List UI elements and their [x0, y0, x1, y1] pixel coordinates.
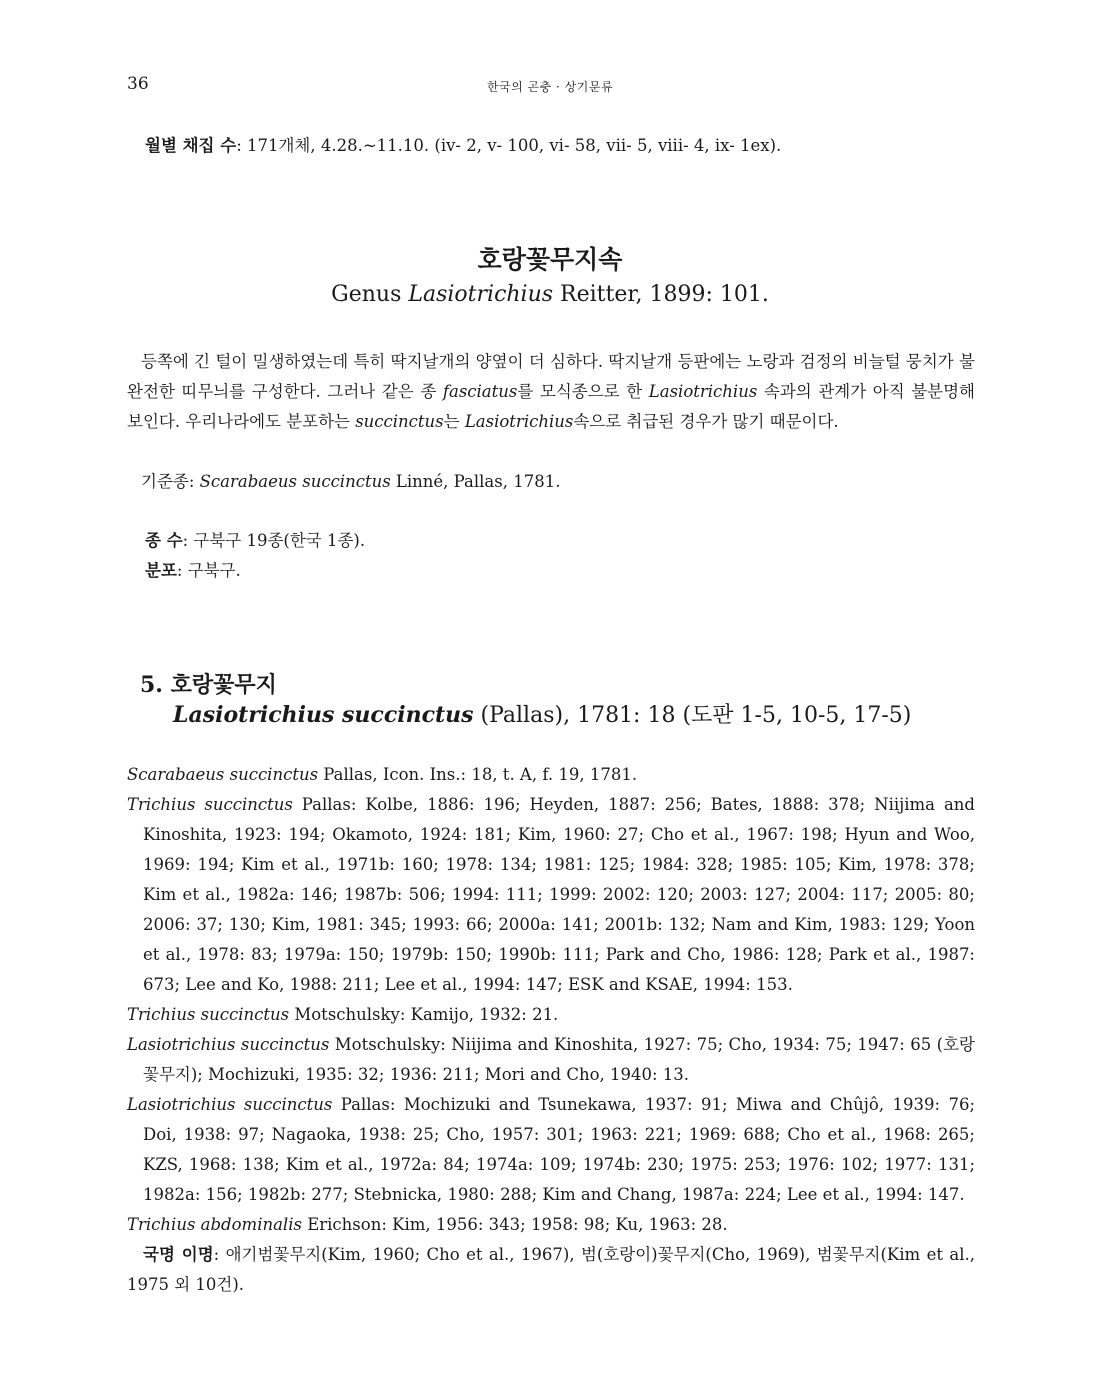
monthly-collection-label: 월별 채집 수 [145, 136, 237, 155]
distribution [145, 556, 993, 586]
type-species-name: Scarabaeus succinctus [199, 472, 391, 491]
running-head: 한국의 곤충 · 상기문류 [486, 80, 614, 94]
synonymy-entry [127, 1090, 975, 1210]
monthly-collection [145, 131, 993, 161]
page-number: 36 [127, 74, 149, 94]
description-text-5: 속으로 취급된 경우가 많기 때문이다. [573, 412, 839, 431]
genus-author: Reitter, 1899: 101. [553, 282, 769, 307]
species-scientific-heading [173, 698, 911, 729]
genus-name: Lasiotrichius [408, 282, 554, 307]
synonymy-entry [127, 1030, 975, 1090]
description-text-2: 를 모식종으로 한 [517, 382, 649, 401]
korean-name-synonyms-text: : 애기범꽃무지(Kim, 1960; Cho et al., 1967), 범(호랑이)꽃무지(Cho, 1969), 범꽃무지(Kim et al., 1975 외 10건). [127, 1245, 975, 1294]
synonym-taxon: Lasiotrichius succinctus [127, 1035, 330, 1054]
description-italic-3: succinctus [355, 412, 444, 431]
synonymy-entry [127, 760, 975, 790]
synonymy-entry [127, 1210, 975, 1240]
description-text-4: 는 [443, 412, 465, 431]
species-count [145, 526, 993, 556]
synonymy-list [127, 760, 975, 1300]
synonym-citations: Pallas: Kolbe, 1886: 196; Heyden, 1887: 256; Bates, 1888: 378; Niijima and Kinoshita, 1923: 194; Okamoto, 1924: 181; Kim, 1960: 27; Cho et al., 1967: 198; Hyun and Woo, 1969: 194; Kim et al., 1971b: 160; 1978: 134; 1981: 125; 1984: 328; 1985: 105; Kim, 1978: 378; Kim et al., 1982a: 146; 1987b: 506; 1994: 111; 1999: 2002: 120; 2003: 127; 2004: 117; 2005: 80; 2006: 37; 130; Kim, 1981: 345; 1993: 66; 2000a: 141; 2001b: 132; Nam and Kim, 1983: 129; Yoon et al., 1978: 83; 1979a: 150; 1979b: 150; 1990b: 111; Park and Cho, 1986: 128; Park et al., 1987: 673; Lee and Ko, 1988: 211; Lee et al., 1994: 147; ESK and KSAE, 1994: 153. [143, 795, 975, 994]
genus-title [0, 282, 1100, 307]
type-species [141, 467, 989, 497]
synonym-citations: Erichson: Kim, 1956: 343; 1958: 98; Ku, 1963: 28. [301, 1215, 728, 1234]
synonymy-entry [127, 1000, 975, 1030]
synonym-taxon: Trichius abdominalis [127, 1215, 302, 1234]
type-species-label: 기준종: [141, 472, 200, 491]
distribution-label: 분포 [145, 561, 177, 580]
species-heading: 5. 호랑꽃무지 [140, 672, 277, 698]
synonym-taxon: Lasiotrichius succinctus [127, 1095, 333, 1114]
species-scientific-name: Lasiotrichius succinctus [173, 702, 474, 728]
synonymy-entry [127, 790, 975, 1000]
species-author: (Pallas), 1781: 18 (도판 1-5, 10-5, 17-5) [473, 703, 912, 728]
synonym-citations: Pallas: Mochizuki and Tsunekawa, 1937: 91; Miwa and Chûjô, 1939: 76; Doi, 1938: 97; Nagaoka, 1938: 25; Cho, 1957: 301; 1963: 221; 1969: 688; Cho et al., 1968: 265; KZS, 1968: 138; Kim et al., 1972a: 84; 1974a: 109; 1974b: 230; 1975: 253; 1976: 102; 1977: 131; 1982a: 156; 1982b: 277; Stebnicka, 1980: 288; Kim and Chang, 1987a: 224; Lee et al., 1994: 147. [143, 1095, 975, 1204]
species-count-label: 종 수 [145, 531, 183, 550]
genus-korean-title: 호랑꽃무지속 [477, 245, 623, 274]
korean-name-synonyms [127, 1240, 975, 1300]
description-italic-2: Lasiotrichius [648, 382, 758, 401]
synonym-taxon: Scarabaeus succinctus [127, 765, 319, 784]
synonym-citations: Motschulsky: Niijima and Kinoshita, 1927: 75; Cho, 1934: 75; 1947: 65 (호랑꽃무지); Mochizuki, 1935: 32; 1936: 211; Mori and Cho, 1940: 13. [143, 1035, 975, 1084]
species-count-text: : 구북구 19종(한국 1종). [182, 531, 366, 550]
korean-name-synonyms-label: 국명 이명 [143, 1245, 214, 1264]
synonym-taxon: Trichius succinctus [127, 795, 293, 814]
description-text-3: 속과의 관계가 아직 불분명해 보인다. 우리나라에도 분포하는 [127, 382, 976, 431]
genus-description [127, 347, 975, 437]
synonym-citations: Motschulsky: Kamijo, 1932: 21. [289, 1005, 559, 1024]
distribution-text: : 구북구. [176, 561, 241, 580]
synonym-citations: Pallas, Icon. Ins.: 18, t. A, f. 19, 1781. [318, 765, 638, 784]
genus-prefix: Genus [331, 282, 409, 307]
description-text-1: 등쪽에 긴 털이 밀생하였는데 특히 딱지날개의 양옆이 더 심하다. 딱지날개 등판에는 노랑과 검정의 비늘털 뭉치가 불완전한 띠무늬를 구성한다. 그러나 같은 종 [127, 352, 975, 401]
monthly-collection-text: : 171개체, 4.28.~11.10. (iv- 2, v- 100, vi- 58, vii- 5, viii- 4, ix- 1ex). [236, 136, 782, 155]
synonym-taxon: Trichius succinctus [127, 1005, 290, 1024]
description-italic-1: fasciatus [442, 382, 518, 401]
description-italic-4: Lasiotrichius [464, 412, 574, 431]
type-species-author: Linné, Pallas, 1781. [390, 472, 561, 491]
